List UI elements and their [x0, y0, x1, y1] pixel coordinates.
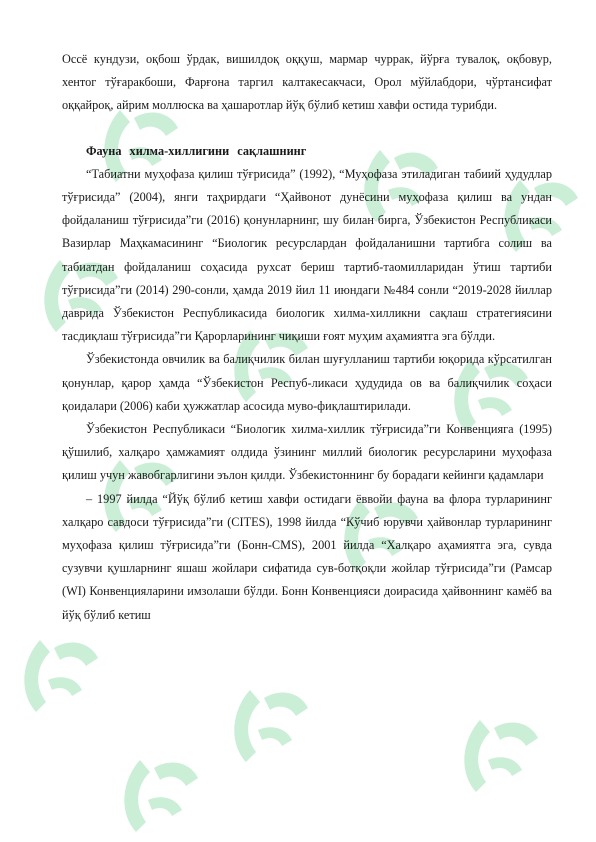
paragraph-conventions-signed: – 1997 йилда “Йўқ бўлиб кетиш хавфи остидаги ёввойи фауна ва флора турларининг халқаро савдоси тўғрисида”ги (CITES), 1998 йилда “Кўчиб юрувчи ҳайвонлар турларининг муҳофаза қилиш тўғрисида”ги (Бонн-CMS), 2001 йилда “Халқаро аҳамиятга эга, сувда сузувчи қушларнинг яшаш жойлари сифатида сув-ботқоқли жойлар тўғрисида”ги (Рамсар (WI) Конвенцияларини имзолаши бўлди. Бонн Конвенцияси доирасида ҳайвоннинг камёб ва йўқ бўлиб кетиш [62, 491, 552, 622]
document-body [62, 48, 552, 627]
paragraph-hunting-fishing: Ўзбекистонда овчилик ва балиқчилик билан шуғулланиш тартиби юқорида кўрсатилган қонунлар, қарор ҳамда “Ўзбекистон Респуб-ликаси ҳудудида ов ва балиқчилик соҳаси қоидалари (2006) каби ҳужжатлар асосида муво-фиқлаштирилади. [62, 352, 552, 413]
section-heading: Фауна хилма-хиллигини сақлашнинг [86, 143, 307, 158]
paragraph-species-list: Оссё кундузи, оқбош ўрдак, вишилдоқ оққуш, мармар чуррак, йўрға тувалоқ, оқбовур, хентог тўғаракбоши, Фарғона таргил калтакесакчаси, Орол мўйлабдори, чўртансифат оққайроқ, айрим моллюска ва ҳашаротлар йўқ бўлиб кетиш хавфи остида турибди. [62, 52, 552, 113]
paragraph-laws: “Табиатни муҳофаза қилиш тўғрисида” (1992), “Муҳофаза этиладиган табиий ҳудудлар тўғрисида” (2004), янги таҳрирдаги “Ҳайвонот дунёсини муҳофаза қилиш ва ундан фойдаланиш тўғрисида”ги (2016) қонунларнинг, шу билан бирга, Ўзбекистон Республикаси Вазирлар Маҳкамасининг “Биологик ресурслардан фойдаланишни тартибга солиш ва табиатдан фойдаланиш соҳасида рухсат бериш тартиб-таомилларидан ўтиш тартиби тўғрисида”ги (2014) 290-сонли, ҳамда 2019 йил 11 июндаги №484 сонли “2019-2028 йиллар даврида Ўзбекистон Республикасида биологик хилма-хилликни сақлаш стратегиясини тасдиқлаш тўғрисида”ги Қарорларининг чиқиши ғоят муҳим аҳамиятга эга бўлди. [62, 166, 552, 344]
paragraph-convention: Ўзбекистон Республикаси “Биологик хилма-хиллик тўғрисида”ги Конвенцияга (1995) қўшилиб, халқаро ҳамжамият олдида ўзининг миллий биологик ресурсларини муҳофаза қилиш учун жавобгарлигини эълон қилди. Ўзбекистоннинг бу борадаги кейинги қадамлари [62, 422, 552, 483]
